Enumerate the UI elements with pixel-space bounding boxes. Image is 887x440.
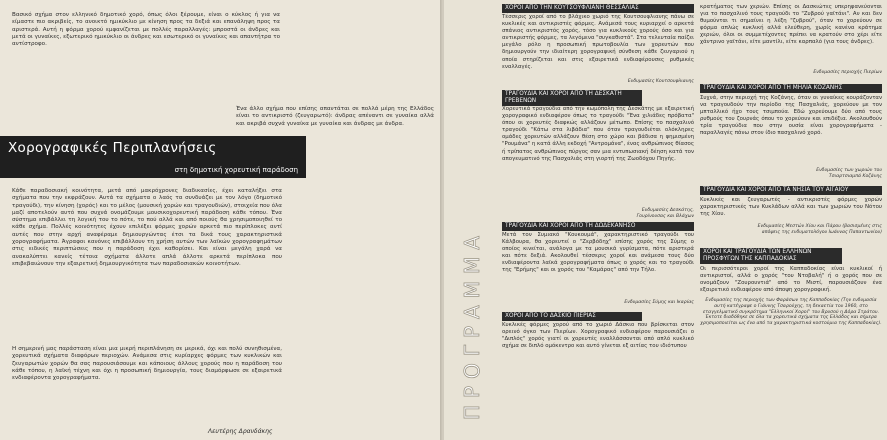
left-page <box>0 0 442 440</box>
section-heading: ΧΟΡΟΙ ΚΑΙ ΤΡΑΓΟΥΔΙΑ ΤΩΝ ΕΛΛΗΝΩΝ ΠΡΟΣΦΥΓΩΝ ΤΗΣ ΚΑΠΠΑΔΟΚΙΑΣ <box>700 248 842 264</box>
section-credit: Ενδυμασίες των χωριών του Τσιαρτσιαμπά Κοζάνης <box>816 168 882 179</box>
section-body: κρατήματος των χεριών. Επίσης οι Δασκιώτες υπερηφανεύονται για το πασχαλινό τους τραγούδι το "Ζυβρού γαϊτάνι". Αν και δεν θυμούνται τι σημαίνει η λέξη "ζυβρού", όταν το χορεύουν σε φόρμα απλώς κυκλική αλλά ελεύθερη, χωρίς κανένα κράτημα χεριών, όλοι οι συμμετέχοντες πρέπει να κρατούν στο χέρι είτε χάντρινο γαϊτάνι, είτε μαντίλι, είτε καρπαλό (για τους άνδρες). <box>700 4 882 46</box>
section-credit: Ενδυμασίες περιοχής Πιερίων <box>813 70 882 75</box>
banner-title: Χορογραφικές Περιπλανήσεις <box>8 140 217 156</box>
section-credit: Ενδυμασίες Σύμης και Ικαρίας <box>624 300 694 305</box>
vertical-title-text: ΠΡΟΓΡΑΜΜΑ <box>462 229 484 420</box>
section-body: Χορευτικά τραγούδια από την κωμόπολη της Δεσκάτης με εξαιρετική χορογραφικό ενδιαφέρον όπως το τραγούδι "Ένα χιλιάδες πρόβατα" όπου οι χορευτές διαφκώς αλλάζουν μέτωπο. Επίσης το πασχαλινό τραγούδι "Κάτω στα λιβάδια" που όταν τραγουδιέται ολόκληρες ομάδες χορευτών αλλάζουν θέση στο χώρο και βάδισα η φημισμένη "Ρουμάνα" η κατά άλλη εκδοχή "Αντρομάνα", ένας ανθρώπινος θίασος ή τρίπατος ανθρώπινος πύργος σαν μια εντυπωσιακή δέηση κατά τον απογευματινό της Πασχαλιάς στη γιορτή της Ζωοδόχου Πηγής. <box>502 106 694 162</box>
section-heading: ΧΟΡΟΙ ΑΠΟ ΤΗΝ ΚΟΥΤΣΟΥΦΛΙΑΝΗ ΘΕΣΣΑΛΙΑΣ <box>502 4 694 13</box>
right-page <box>444 0 887 440</box>
section-credit: Ενδυμασίες Κουτσουφλιανης <box>627 79 694 84</box>
section-body: Κυκλικές και ζευγαρωτές - αντικριστές φόρμες χορών χαρακτηριστικές των Κυκλάδων αλλά και των χωριών του Νότου της Χίου. <box>700 197 882 218</box>
section-heading: ΧΟΡΟΙ ΑΠΟ ΤΟ ΔΑΣΚΙΟ ΠΙΕΡΙΑΣ <box>502 312 642 321</box>
section-body: Κυκλικές φόρμες χορού από το χωριό Δάσκιο που βρίσκεται στον ορεινό όγκο των Πιερίων. Χορογραφικό ενδιαφέρον παρουσιάζει ο "Διπλός" χορός γιατί οι χορευτές εναλλάσσονται από απλό κυκλικό σχήμα σε διπλό ομόκεντρο και αυτό γίνεται εξ αιτίας του ιδιότυπου <box>502 322 694 350</box>
section-credit: Ενδυμασίες της περιοχής των Φαράσων της Καππαδοκίας (Την ενδυμασία αυτή κατέγραψε ο Γιάννης Τσαρούχης, τη δεκαετία του 1960, στο εταγγελματικό συγκρότημα "Ελληνικοί Χοροί" του Βρυσού η Δόρα Στράτου. Έκτοτε διαδόθηκε σε όλα τα χορευτικά σχήματα της Ελλάδος και σήμερα χρησιμοποιείται ως ένα από τα χαρακτηριστικά κοστούμια της Καππαδοκίας). <box>700 298 882 327</box>
section-body: Συχνά, στην περιοχή της Κοζάνης, όταν οι γυναίκες κουράζονταν να τραγουδούν την περίοδο της Πασχαλιάς, χορεύουν με τον μπταλλικό ήχο τους τσιμπούα. Εδώ χορεύουμε δύο από τους ρυθμούς του ζουρνάς όπου το χορεύουν και επιδέξια. Ακολουθούν τρία τραγούδια που στην ουσία είναι χορογραφήματα - παραλλαγές πάνω στον ίδιο πασχαλινό χορό. <box>700 95 882 137</box>
section-body: Τέσσερις χοροί από το βλάχικο χωριό της Κουτσουφλιανης πάνω σε κυκλικές και αντικριστές φόρμες. Ανάμεσά τους κυριαρχεί ο αρκετά σπάνιος αντικριστός χορός, τόσο για κυκλικούς χορούς όσο και για αντικριστής φόρμες, τα λεγόμενα "συγκαθιστά". Στα τελευταία παίζει μεγάλο ρόλο η προσωπική πρωτοβουλία των χορευτών που δημιουργούν την ιδιαίτερη χορογραφική σύνθεση κάθε ζευγαριού η οποία στηρίζεται και στις εξαιρετικά ενδιαφέρουσες ρυθμικές εναλλαγές. <box>502 14 694 70</box>
author-signature: Λευτέρης Δρανδάκης <box>208 428 273 435</box>
section-credit: Ενδυμασίες Μεστών Χίου και Πάρου (βασισμένες στις απόψεις της ενδυματολόγου Ιωάννας Παπαντωνίου) <box>757 224 882 235</box>
section-heading: ΤΡΑΓΟΥΔΙΑ ΚΑΙ ΧΟΡΟΙ ΑΠΟ ΤΗ ΔΕΣΚΑΤΗ ΓΡΕΒΕΝΩΝ <box>502 90 642 106</box>
intro-paragraph: Βασικό σχήμα στον ελληνικό δημοτικό χορό, όπως όλοι ξέρουμε, είναι ο κύκλος ή για να είμαστε πιο ακριβείς, το ανοικτό ημικύκλιο με κίνηση προς τα δεξιά και επανάληψη προς τα αριστερά. Αυτή η φόρμα χορού εμφανίζεται με πολλές παραλλαγές: μπροστά οι άνδρες και μετά οι γυναίκες, εξωτερικό ημικύκλιο οι άνδρες και εσωτερικό οι γυναίκες και απαντήτρα το αντίστροφο. <box>12 12 280 48</box>
vertical-title <box>462 10 484 430</box>
side-paragraph: Ένα άλλο σχήμα που επίσης απαντάται σε πολλά μέρη της Ελλάδος είναι το αντικριστό (ζευγαρωτό): άνδρας απέναντι σε γυναίκα αλλά και ακριβά συχνά γυναίκα με γυναίκα και άνδρας με άνδρα. <box>236 106 434 127</box>
section-heading: ΤΡΑΓΟΥΔΙΑ ΚΑΙ ΧΟΡΟΙ ΑΠΟ ΤΑ ΝΗΣΙΑ ΤΟΥ ΑΙΓΑΙΟΥ <box>700 186 882 195</box>
section-body: Μετά τον Συμιακό "Κουκουμά", χαρακτηριστικό τραγούδι του Κάλβουρα, θα χορευτεί ο "Ζερβόδηχ" επίσης χορός της Σύμης ο οποίος κινείται, ανάλογα με τα μουσικά γυρίσματα, πότε αριστερά και πότε δεξιά. Ακολουθεί τέσσερις χοροί και ανάμεσα τους δύο ενδιαφέροντα λαϊκά χορογραφήματα όπως ο χορός και το τραγούδι της "Ερήμης" και οι χορός του "Καμάρας" από την Τήλο. <box>502 232 694 274</box>
banner-subtitle: στη δημοτική χορευτική παράδοση <box>174 166 298 174</box>
title-banner <box>0 136 306 178</box>
section-credit: Ενδυμασίες Δεσκάτης, Γουρίνουσας και Βλάχων <box>636 208 694 219</box>
section-heading: ΤΡΑΓΟΥΔΙΑ ΚΑΙ ΧΟΡΟΙ ΑΠΟ ΤΗ ΔΩΔΕΚΑΝΗΣΟ <box>502 222 694 231</box>
section-heading: ΤΡΑΓΟΥΔΙΑ ΚΑΙ ΧΟΡΟΙ ΑΠΟ ΤΗ ΜΗΛΙΑ ΚΟΖΑΝΗΣ <box>700 84 882 93</box>
body-paragraph-1: Κάθε παραδοσιακή κοινότητα, μετά από μακρόχρονες διαδικασίες, έχει καταλήξει στα σχήματα που την εκφράζουν. Αυτά τα σχήματα ο λαός τα συνδυάζει με τον λόγο (δημοτικό τραγούδι), την κίνηση (χορός) και το μέλος (μουσική χορών και τραγουδιών), στοιχεία που όλα μαζί αποτελούν αυτό που συχνά ονομάζουμε μουσικοχορευτική παράδοση κάθε τόπου. Ένα σύστημα επιβάλλει τη λογική του το πότε, το πού αλλά και από ποιούς θα χρησιμοποιηθεί το κάθε σχήμα. Πολλές κοινότητες έχουν επιλέξει φόρμες χορών αρκετά πιο περίπλοκες αντί αυτές που στην αρχή αναφέραμε δημιουργώντας έτσι τα δικά τους χαρακτηριστικά χορογραφήματα. Άγραφοι κανόνες επιβάλλουν τη χρήση αυτών των λαϊκών χορογραφημάτων στις ειδικές περιπτώσεις που η παράδοση έχει καθορίσει. Και είναι μεγάλη χαρά να ανακαλύπτει κανείς τέτοια σχήματα άλλοτε απλά άλλοτε αρκετά περίπλοκα που επιβεβαιώνουν την εξαιρετική δημιουργικότητα των παραδοσιακών κοινοτήτων. <box>12 188 282 267</box>
body-paragraph-2: Η σημερινή μας παράσταση είναι μια μικρή περιπλάνηση σε μερικά, όχι και πολύ συνηθισμένα, χορευτικά σχήματα διαφόρων περιοχών. Ανάμεσα στις κυρίαρχες φόρμες των κυκλικών και ζευγαρωτών χορών θα σας παρουσιάσουμε και κάποιους άλλους χορούς που η παράδοση του κάθε τόπου, η λαϊκή τέχνη και όχι η προσωπική δημιουργία, τους διαμόρφωσε σε εξαιρετικά ενδιαφέροντα χορογραφήματα. <box>12 346 282 382</box>
section-body: Οι περισσότεροι χοροί της Καππαδοκίας είναι κυκλικοί ή αντικριστοί, αλλά ο χορός "του Ντοβαλή" ή ο χορός που σε ονομάζουν "Ζουρουντιά" από το Μιστί, παρουσιάζουν ένα εξαιρετικό ενδιαφέρον από άποψη χορογραφική. <box>700 266 882 294</box>
